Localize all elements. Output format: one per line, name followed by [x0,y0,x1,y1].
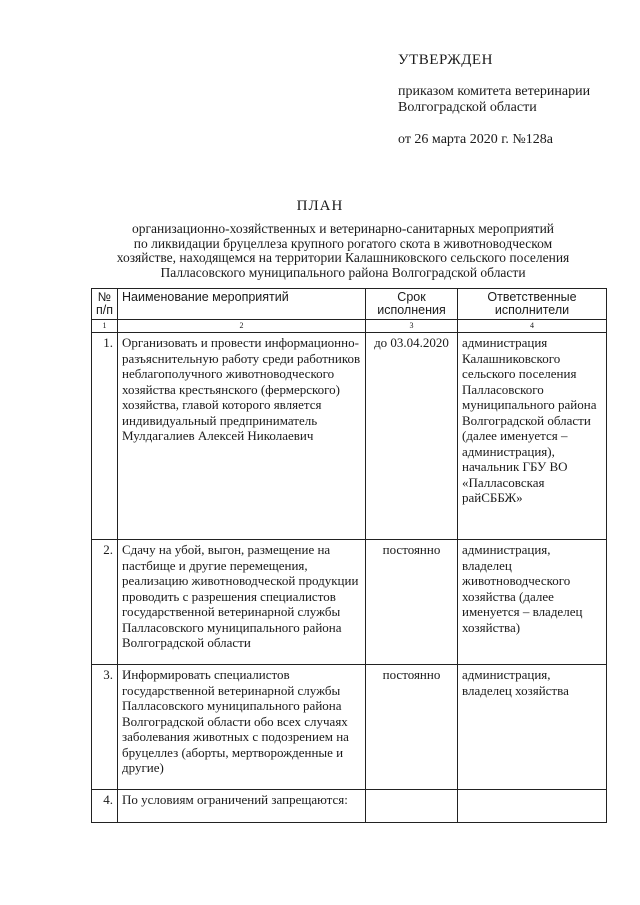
header-responsible-line1: Ответственные [487,290,577,304]
column-number: 4 [458,320,607,333]
column-number: 2 [118,320,366,333]
header-number-line1: № [97,290,112,304]
row-responsible: администрация Калашниковского сельского поселения Палласовского муниципального района Волгоградской области (далее именуется – администрация), начальник ГБУ ВО «Палласовская райСББЖ» [458,333,607,540]
plan-title: ПЛАН [296,198,344,214]
table-row [92,790,607,823]
row-measure: Сдачу на убой, выгон, размещение на пастбище и другие перемещения, реализацию животноводческой продукции проводить с разрешения специалистов государственной ветеринарной службы Палласовского муниципального района Волгоградской области [118,540,366,665]
plan-subtitle-line: Палласовского муниципального района Волгоградской области [160,264,526,280]
header-number-line2: п/п [96,303,114,317]
row-measure: По условиям ограничений запрещаются: [118,790,366,823]
header-responsible [458,289,607,320]
table-header-row [92,289,607,320]
row-number: 1. [92,333,118,540]
plan-subtitle-line: организационно-хозяйственных и ветеринарно-санитарных мероприятий [131,221,555,236]
header-term-line2: исполнения [377,303,446,317]
approval-date: от 26 марта 2020 г. №128а [398,132,553,147]
row-responsible: администрация, владелец животноводческого хозяйства (далее именуется – владелец хозяйства) [458,540,607,665]
row-number: 3. [92,665,118,790]
table-row [92,665,607,790]
header-responsible-line2: исполнители [494,303,570,317]
row-responsible: администрация, владелец хозяйства [458,665,607,790]
row-term: постоянно [366,665,458,790]
plan-subtitle-line: хозяйстве, находящемся на территории Калашниковского сельского поселения [116,250,570,265]
approval-order [398,84,628,116]
column-number: 3 [366,320,458,333]
table-row [92,540,607,665]
row-measure: Организовать и провести информационно-разъяснительную работу среди работников неблагополучного животноводческого хозяйства крестьянского (фермерского) хозяйства, главой которого является индивидуальный предприниматель Мулдагалиев Алексей Николаевич [118,333,366,540]
row-term [366,790,458,823]
header-term-line1: Срок [397,290,426,304]
approved-heading: УТВЕРЖДЕН [398,52,493,68]
approval-block [398,52,628,148]
plan-subtitle-line: по ликвидации бруцеллеза крупного рогатого скота в животноводческом [133,235,553,251]
row-number: 4. [92,790,118,823]
table-row [92,333,607,540]
plan-subtitle [100,222,586,280]
header-term [366,289,458,320]
row-term: до 03.04.2020 [366,333,458,540]
column-number-row [92,320,607,333]
row-number: 2. [92,540,118,665]
header-name: Наименование мероприятий [118,289,366,320]
row-measure: Информировать специалистов государственной ветеринарной службы Палласовского муниципального района Волгоградской области обо всех случаях заболевания животных с подозрением на бруцеллез (аборты, мертворожденные и другие) [118,665,366,790]
header-number [92,289,118,320]
row-term: постоянно [366,540,458,665]
measures-table [91,288,607,823]
approval-order-line1: приказом комитета ветеринарии [398,84,591,99]
column-number: 1 [92,320,118,333]
row-responsible [458,790,607,823]
approval-order-line2: Волгоградской области [398,100,537,115]
